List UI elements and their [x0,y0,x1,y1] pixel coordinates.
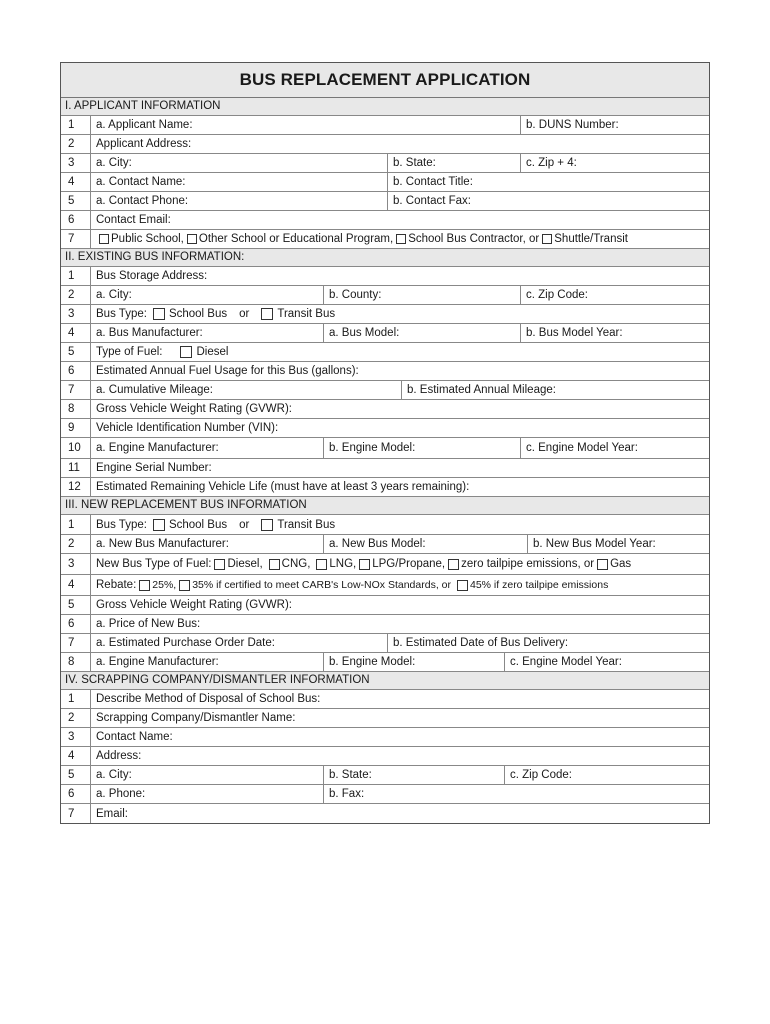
contact-name-field[interactable]: Contact Name: [96,731,173,743]
row-number: 5 [61,343,91,361]
disposal-method-field[interactable]: Describe Method of Disposal of School Bus: [96,693,321,705]
rebate-options [91,575,709,595]
option-label: LNG, [329,558,357,570]
table-row [61,286,709,305]
table-row [61,728,709,747]
row-number: 3 [61,728,91,746]
bus-type-options [91,305,709,323]
engine-manufacturer-field[interactable]: a. Engine Manufacturer: [96,442,219,454]
table-row [61,766,709,785]
section-heading-new-bus: III. NEW REPLACEMENT BUS INFORMATION [61,497,709,515]
table-row [61,400,709,419]
row-number: 7 [61,804,91,823]
table-row [61,690,709,709]
option-label: School Bus [168,308,228,320]
row-number: 8 [61,653,91,671]
option-label: Public School, [111,233,184,245]
table-row [61,324,709,343]
other-school-checkbox[interactable] [187,234,197,244]
gvwr-field[interactable]: Gross Vehicle Weight Rating (GVWR): [96,403,292,415]
row-number: 7 [61,634,91,652]
table-row [61,267,709,286]
phone-field[interactable]: a. Phone: [96,788,146,800]
row-number: 6 [61,615,91,633]
option-label: zero tailpipe emissions, or [461,558,595,570]
school-bus-contractor-checkbox[interactable] [396,234,406,244]
row-number: 9 [61,419,91,437]
new-fuel-label: New Bus Type of Fuel: [96,558,212,570]
bus-replacement-form [60,62,710,824]
table-row [61,438,709,459]
purchase-order-date-field[interactable]: a. Estimated Purchase Order Date: [96,637,275,649]
table-row [61,535,709,554]
address-field[interactable]: Address: [96,750,142,762]
engine-manufacturer-field[interactable]: a. Engine Manufacturer: [96,656,219,668]
city-field[interactable]: a. City: [96,289,132,301]
table-row [61,305,709,324]
engine-model-year-field[interactable]: c. Engine Model Year: [504,653,709,671]
contact-email-field[interactable]: Contact Email: [96,214,171,226]
applicant-name-field[interactable]: a. Applicant Name: [96,119,193,131]
option-label: Diesel, [227,558,263,570]
row-number: 1 [61,267,91,285]
option-label: 35% if certified to meet CARB's Low-NOx Standards, or [192,579,451,591]
option-label: Transit Bus [277,518,336,531]
rebate-label: Rebate: [96,579,137,591]
option-label: Shuttle/Transit [554,233,628,245]
applicant-type-options [91,230,709,248]
engine-serial-number-field[interactable]: Engine Serial Number: [96,462,212,474]
or-label: or [239,518,250,531]
zip-code-field[interactable]: c. Zip Code: [504,766,709,784]
section-heading-existing-bus: II. EXISTING BUS INFORMATION: [61,249,709,267]
row-number: 4 [61,173,91,191]
zip-field[interactable]: c. Zip + 4: [520,154,709,172]
shuttle-transit-checkbox[interactable] [542,234,552,244]
table-row [61,478,709,497]
row-number: 7 [61,230,91,248]
table-row [61,747,709,766]
applicant-address-field[interactable]: Applicant Address: [96,138,192,150]
option-label: CNG, [281,558,311,570]
county-field[interactable]: b. County: [323,286,520,304]
row-number: 7 [61,381,91,399]
lpg-propane-checkbox[interactable] [359,559,370,570]
gas-checkbox[interactable] [597,559,608,570]
section-heading-applicant: I. APPLICANT INFORMATION [61,98,709,116]
row-number: 10 [61,438,91,458]
row-number: 2 [61,135,91,153]
option-label: 45% if zero tailpipe emissions [470,579,609,591]
transit-bus-checkbox[interactable] [261,519,273,531]
option-label: Gas [610,558,632,570]
engine-model-field[interactable]: b. Engine Model: [323,438,520,458]
row-number: 1 [61,515,91,534]
table-row [61,362,709,381]
new-fuel-type-options [91,554,709,574]
fuel-type-label: Type of Fuel: [96,346,163,358]
option-label: School Bus Contractor, or [408,233,540,245]
row-number: 11 [61,459,91,477]
row-number: 6 [61,362,91,380]
bus-manufacturer-field[interactable]: a. Bus Manufacturer: [96,327,203,339]
row-number: 4 [61,747,91,765]
row-number: 6 [61,785,91,803]
table-row [61,653,709,672]
row-number: 5 [61,192,91,210]
rebate-45-checkbox[interactable] [457,580,468,591]
bus-model-field[interactable]: a. Bus Model: [323,324,520,342]
fax-field[interactable]: b. Fax: [323,785,709,803]
state-field[interactable]: b. State: [387,154,520,172]
new-bus-model-year-field[interactable]: b. New Bus Model Year: [527,535,709,553]
table-row [61,596,709,615]
option-label: Diesel [196,346,229,358]
delivery-date-field[interactable]: b. Estimated Date of Bus Delivery: [387,634,709,652]
new-bus-manufacturer-field[interactable]: a. New Bus Manufacturer: [96,538,229,550]
option-label: Other School or Educational Program, [198,233,394,245]
row-number: 5 [61,766,91,784]
table-row [61,154,709,173]
rebate-25-checkbox[interactable] [139,580,150,591]
row-number: 1 [61,690,91,708]
gvwr-field[interactable]: Gross Vehicle Weight Rating (GVWR): [96,599,292,611]
bus-type-label: Bus Type: [96,518,147,531]
row-number: 3 [61,305,91,323]
price-field[interactable]: a. Price of New Bus: [96,618,201,630]
city-field[interactable]: a. City: [96,769,132,781]
row-number: 3 [61,154,91,172]
transit-bus-checkbox[interactable] [261,308,273,320]
table-row [61,785,709,804]
table-row [61,116,709,135]
bus-model-year-field[interactable]: b. Bus Model Year: [520,324,709,342]
rebate-35-checkbox[interactable] [179,580,190,591]
vin-field[interactable]: Vehicle Identification Number (VIN): [96,422,279,434]
new-bus-model-field[interactable]: a. New Bus Model: [323,535,527,553]
option-label: 25%, [152,579,177,591]
diesel-checkbox[interactable] [214,559,225,570]
table-row [61,173,709,192]
annual-fuel-usage-field[interactable]: Estimated Annual Fuel Usage for this Bus (gallons): [96,365,359,377]
table-row [61,230,709,249]
cng-checkbox[interactable] [269,559,280,570]
diesel-checkbox[interactable] [180,346,192,358]
option-label: School Bus [168,518,228,531]
or-label: or [239,308,250,320]
engine-model-year-field[interactable]: c. Engine Model Year: [520,438,709,458]
row-number: 4 [61,324,91,342]
lng-checkbox[interactable] [316,559,327,570]
row-number: 8 [61,400,91,418]
bus-type-label: Bus Type: [96,308,147,320]
option-label: LPG/Propane, [372,558,446,570]
table-row [61,575,709,596]
city-field[interactable]: a. City: [96,157,132,169]
duns-number-field[interactable]: b. DUNS Number: [520,116,709,134]
school-bus-checkbox[interactable] [153,519,165,531]
school-bus-checkbox[interactable] [153,308,165,320]
table-row [61,419,709,438]
contact-name-field[interactable]: a. Contact Name: [96,176,186,188]
table-row [61,211,709,230]
table-row [61,709,709,728]
table-row [61,381,709,400]
table-row [61,343,709,362]
table-row [61,804,709,823]
email-field[interactable]: Email: [96,807,128,820]
table-row [61,459,709,478]
contact-fax-field[interactable]: b. Contact Fax: [387,192,709,210]
row-number: 2 [61,709,91,727]
table-row [61,135,709,154]
row-number: 4 [61,575,91,595]
state-field[interactable]: b. State: [323,766,504,784]
zero-emissions-checkbox[interactable] [448,559,459,570]
form-title: BUS REPLACEMENT APPLICATION [61,63,709,98]
dismantler-name-field[interactable]: Scrapping Company/Dismantler Name: [96,712,296,724]
table-row [61,554,709,575]
engine-model-field[interactable]: b. Engine Model: [323,653,504,671]
table-row [61,515,709,535]
option-label: Transit Bus [277,308,336,320]
public-school-checkbox[interactable] [99,234,109,244]
contact-phone-field[interactable]: a. Contact Phone: [96,195,189,207]
row-number: 2 [61,286,91,304]
zip-code-field[interactable]: c. Zip Code: [520,286,709,304]
bus-storage-address-field[interactable]: Bus Storage Address: [96,270,208,282]
remaining-vehicle-life-field[interactable]: Estimated Remaining Vehicle Life (must have at least 3 years remaining): [96,481,470,493]
row-number: 3 [61,554,91,574]
table-row [61,615,709,634]
cumulative-mileage-field[interactable]: a. Cumulative Mileage: [96,384,213,396]
fuel-type-options [91,343,709,361]
row-number: 5 [61,596,91,614]
row-number: 6 [61,211,91,229]
row-number: 1 [61,116,91,134]
contact-title-field[interactable]: b. Contact Title: [387,173,709,191]
table-row [61,192,709,211]
row-number: 12 [61,478,91,496]
section-heading-scrapping: IV. SCRAPPING COMPANY/DISMANTLER INFORMATION [61,672,709,690]
bus-type-options [91,515,709,534]
table-row [61,634,709,653]
annual-mileage-field[interactable]: b. Estimated Annual Mileage: [401,381,709,399]
row-number: 2 [61,535,91,553]
